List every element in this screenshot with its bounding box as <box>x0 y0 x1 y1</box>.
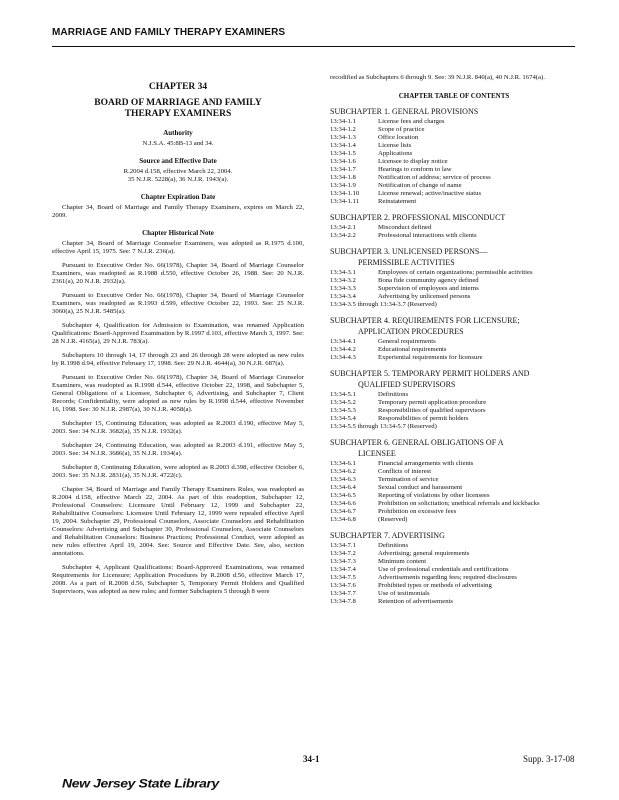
section-title: Employees of certain organizations; permissible activities <box>378 269 533 276</box>
toc-entry <box>330 346 578 354</box>
section-number: 13:34-6.7 <box>330 508 356 515</box>
section-title: Reporting of violations by other licensees <box>378 492 490 499</box>
section-title: Retention of advertisements <box>378 598 454 605</box>
section-title: License lists <box>378 142 412 149</box>
section-number: 13:34-6.1 <box>330 460 356 467</box>
toc-entry <box>330 500 578 508</box>
section-title: Use of testimonials <box>378 590 430 597</box>
section-number: 13:34-1.5 <box>330 150 356 157</box>
toc-entry <box>330 190 578 198</box>
chapter-number: CHAPTER 34 <box>148 82 208 92</box>
right-column <box>330 74 578 606</box>
toc-entry <box>330 476 578 484</box>
section-number: 13:34-3.2 <box>330 277 356 284</box>
toc-entry <box>330 391 578 399</box>
toc-entry <box>330 460 578 468</box>
section-number: 13:34-1.4 <box>330 142 356 149</box>
section-title: Reinstatement <box>378 198 417 205</box>
history-paragraph: Pursuant to Executive Order No. 66(1978), Chapter 34, Board of Marriage Counselor Examiners, was readopted as R.1998 d.544, effective October 22, 1998, and Subchapter 5, General Obligations of a Licensee, Subchapter 6, Advertising, and Subchapter 7, Client Records; Confidentiality, were adopted as new rules by R.1998 d.544, effective November 16, 1998. See: 30 N.J.R. 2987(a), 30 N.J.R. 4058(a). <box>52 374 304 413</box>
section-title: Supervision of employees and interns <box>378 285 479 292</box>
section-title: Advertising by unlicensed persons <box>378 293 471 300</box>
section-number: 13:34-2.1 <box>330 224 356 231</box>
table-of-contents <box>330 107 578 606</box>
page-number: 34-1 <box>303 754 320 764</box>
section-title: Advertisements regarding fees; required disclosures <box>378 574 517 581</box>
source-line2: 35 N.J.R. 5228(a), 36 N.J.R. 1943(a). <box>127 176 229 183</box>
toc-entry <box>330 174 578 182</box>
section-number: 13:34-1.1 <box>330 118 356 125</box>
section-title: (Reserved) <box>378 516 408 523</box>
toc-entry <box>330 166 578 174</box>
section-title: General requirements <box>378 338 436 345</box>
section-title: Termination of service <box>378 476 439 483</box>
section-title: Temporary permit application procedure <box>378 399 487 406</box>
section-title: Professional interactions with clients <box>378 232 477 239</box>
toc-entry <box>330 293 578 301</box>
subchapter-heading-continued: LICENSEE <box>358 449 396 458</box>
section-number: 13:34-4.1 <box>330 338 356 345</box>
board-title-line2: THERAPY EXAMINERS <box>124 109 232 119</box>
section-number: 13:34-7.2 <box>330 550 356 557</box>
section-title: Prohibition on excessive fees <box>378 508 457 515</box>
section-title: Notification of change of name <box>378 182 462 189</box>
section-number: 13:34-3.4 <box>330 293 356 300</box>
section-number: 13:34-5.3 <box>330 407 356 414</box>
section-number: 13:34-3.1 <box>330 269 356 276</box>
toc-entry <box>330 158 578 166</box>
subchapter-heading-continued: QUALIFIED SUPERVISORS <box>358 380 456 389</box>
section-number: 13:34-5.2 <box>330 399 356 406</box>
subchapter-heading: SUBCHAPTER 7. ADVERTISING <box>330 531 445 540</box>
toc-title: CHAPTER TABLE OF CONTENTS <box>398 92 510 100</box>
library-logo: New Jersey State Library <box>62 776 219 790</box>
section-title: Office location <box>378 134 419 141</box>
history-paragraph: Subchapter 4, Applicant Qualifications: Board-Approved Examinations, was renamed Requirements for Licensure; Application Procedures by R.2008 d.56, effective March 17, 2008. As a part of R.2008 d.56, Subchapter 5, Temporary Permit Holders and Qualified Supervisors, was adopted as new rules; and former Subchapters 5 through 8 were <box>52 564 304 595</box>
history-paragraph: Subchapter 24, Continuing Education, was adopted as R.2003 d.191, effective May 5, 2003. See: 34 N.J.R. 3686(a), 35 N.J.R. 1934(a). <box>52 442 304 457</box>
section-title: License fees and charges <box>378 118 445 125</box>
section-title: Notification of address; service of process <box>378 174 491 181</box>
section-number: 13:34-4.3 <box>330 354 356 361</box>
toc-entry <box>330 508 578 516</box>
history-paragraph: Subchapter 8, Continuing Education, were adopted as R.2003 d.398, effective October 6, 2003. See: 35 N.J.R. 2831(a), 35 N.J.R. 4722(c). <box>52 464 304 479</box>
toc-entry <box>330 598 578 606</box>
section-number: 13:34-5.1 <box>330 391 356 398</box>
history-paragraph: Subchapter 15, Continuing Education, was adopted as R.2003 d.190, effective May 5, 2003. See: 34 N.J.R. 3682(a), 35 N.J.R. 1932(a). <box>52 420 304 435</box>
history-paragraph: Pursuant to Executive Order No. 66(1978), Chapter 34, Board of Marriage Counselor Examiners, was readopted as R.1988 d.550, effective October 26, 1988. See: 20 N.J.R. 2361(a), 20 N.J.R. 2932(a). <box>52 262 304 285</box>
section-title: Conflicts of interest <box>378 468 432 475</box>
section-title: Licensee to display notice <box>378 158 448 165</box>
toc-entry <box>330 277 578 285</box>
toc-entry <box>330 566 578 574</box>
subchapter-heading: SUBCHAPTER 4. REQUIREMENTS FOR LICENSURE; <box>330 316 520 325</box>
section-title: Scope of practice <box>378 126 425 133</box>
section-number: 13:34-5.4 <box>330 415 356 422</box>
section-number: 13:34-6.2 <box>330 468 356 475</box>
toc-entry <box>330 407 578 415</box>
subchapter-heading: SUBCHAPTER 1. GENERAL PROVISIONS <box>330 107 479 116</box>
section-number: 13:34-1.7 <box>330 166 356 173</box>
history-paragraph: Chapter 34, Board of Marriage and Family Therapy Examiners Rules, was readopted as R.2004 d.158, effective March 22, 2004. As part of this readoption, Subchapter 12, Professional Counselors: Licensure Until February 12, 1999 and Subchapter 22, Rehabilitative Counselors: Licensure Until February 12, 1999 were repealed effective April 19, 2004. Subchapter 29, Professional Counselors, Associate Counselors and Rehabilitation Counselors: Advertising and Subchapter 30, Professional Counselors, Associate Counselors and Rehabilitation Counselors: Business Practices; Professional Conduct, were adopted as new rules effective April 19, 2004. See: Source and Effective Date. See, also, section annotations. <box>52 486 304 557</box>
section-title: License renewal; active/inactive status <box>378 190 482 197</box>
section-number: 13:34-7.7 <box>330 590 356 597</box>
source-line1: R.2004 d.158, effective March 22, 2004. <box>123 168 233 175</box>
toc-entry <box>330 354 578 362</box>
section-number: 13:34-1.6 <box>330 158 356 165</box>
section-title: Bona fide community agency defined <box>378 277 479 284</box>
toc-entry <box>330 415 578 423</box>
history-continuation: recodified as Subchapters 6 through 9. See: 39 N.J.R. 840(a), 40 N.J.R. 1674(a). <box>330 74 545 81</box>
section-title: Minimum content <box>378 558 427 565</box>
toc-entry <box>330 574 578 582</box>
authority-heading: Authority <box>163 129 193 137</box>
toc-entry <box>330 399 578 407</box>
section-number: 13:34-2.2 <box>330 232 356 239</box>
section-title: Sexual conduct and harassment <box>378 484 463 491</box>
section-number: 13:34-7.3 <box>330 558 356 565</box>
toc-entry <box>330 468 578 476</box>
expiration-heading: Chapter Expiration Date <box>140 193 216 201</box>
section-title: Responsibilities of qualified supervisors <box>378 407 486 414</box>
section-number: 13:34-6.6 <box>330 500 356 507</box>
toc-entry <box>330 582 578 590</box>
section-title: Hearings to conform to law <box>378 166 452 173</box>
subchapter-heading-continued: PERMISSIBLE ACTIVITIES <box>358 258 455 267</box>
section-title: Prohibition on solicitation; unethical referrals and kickbacks <box>378 500 540 507</box>
section-number: 13:34-7.6 <box>330 582 356 589</box>
section-number: 13:34-7.4 <box>330 566 356 573</box>
toc-entry <box>330 516 578 524</box>
section-title: Applications <box>378 150 413 157</box>
section-title: Responsibilities of permit holders <box>378 415 469 422</box>
section-number: 13:34-1.9 <box>330 182 356 189</box>
section-number: 13:34-7.1 <box>330 542 356 549</box>
section-title: Educational requirements <box>378 346 447 353</box>
section-number: 13:34-3.3 <box>330 285 356 292</box>
header-rule <box>52 46 575 47</box>
section-title: Definitions <box>378 391 409 398</box>
toc-entry <box>330 232 578 240</box>
toc-entry <box>330 590 578 598</box>
section-title: Advertising; general requirements <box>378 550 470 557</box>
section-number: 13:34-6.3 <box>330 476 356 483</box>
history-paragraph: Chapter 34, Board of Marriage Counselor Examiners, was adopted as R.1975 d.100, effective April 15, 1975. See: 7 N.J.R. 236(a). <box>52 240 304 255</box>
history-paragraph: Pursuant to Executive Order No. 66(1978), Chapter 34, Board of Marriage Counselor Examiners, was readopted as R.1993 d.599, effective October 22, 1993. See: 25 N.J.R. 3060(a), 25 N.J.R. 5485(a). <box>52 292 304 315</box>
section-number: 13:34-1.8 <box>330 174 356 181</box>
subchapter-heading: SUBCHAPTER 5. TEMPORARY PERMIT HOLDERS AND <box>330 369 530 378</box>
section-title: Prohibited types or methods of advertising <box>378 582 492 589</box>
section-number: 13:34-6.5 <box>330 492 356 499</box>
toc-entry <box>330 134 578 142</box>
supplement-date: Supp. 3-17-08 <box>523 754 575 764</box>
toc-entry <box>330 542 578 550</box>
section-number: 13:34-7.5 <box>330 574 356 581</box>
toc-entry <box>330 492 578 500</box>
expiration-text: Chapter 34, Board of Marriage and Family Therapy Examiners, expires on March 22, 2009. <box>52 204 304 219</box>
toc-entry <box>330 126 578 134</box>
section-number: 13:34-6.8 <box>330 516 356 523</box>
reserved-range: 13:34-5.5 through 13:34-5.7 (Reserved) <box>330 423 437 430</box>
section-number: 13:34-7.8 <box>330 598 356 605</box>
section-title: Definitions <box>378 542 409 549</box>
board-title-line1: BOARD OF MARRIAGE AND FAMILY <box>94 98 262 108</box>
section-number: 13:34-1.3 <box>330 134 356 141</box>
running-header: MARRIAGE AND FAMILY THERAPY EXAMINERS <box>52 27 286 38</box>
toc-entry <box>330 224 578 232</box>
section-number: 13:34-1.2 <box>330 126 356 133</box>
section-number: 13:34-1.11 <box>330 198 359 205</box>
toc-entry <box>330 285 578 293</box>
section-number: 13:34-6.4 <box>330 484 356 491</box>
section-title: Misconduct defined <box>378 224 432 231</box>
left-column <box>52 78 304 602</box>
toc-entry <box>330 118 578 126</box>
authority-text: N.J.S.A. 45:8B-13 and 34. <box>142 140 214 147</box>
section-title: Financial arrangements with clients <box>378 460 474 467</box>
history-paragraph: Subchapter 4, Qualification for Admission to Examination, was renamed Application Qualifications: Board-Approved Examination by R.1997 d.103, effective March 3, 1997. See: 28 N.J.R. 4165(a), 29 N.J.R. 783(a). <box>52 322 304 345</box>
history-notes <box>52 240 304 596</box>
subchapter-heading: SUBCHAPTER 3. UNLICENSED PERSONS— <box>330 247 488 256</box>
subchapter-heading: SUBCHAPTER 2. PROFESSIONAL MISCONDUCT <box>330 213 506 222</box>
section-title: Experiential requirements for licensure <box>378 354 483 361</box>
history-paragraph: Subchapters 10 through 14, 17 through 23 and 26 through 28 were adopted as new rules by R.1998 d.94, effective February 17, 1998. See: 29 N.J.R. 4644(a), 30 N.J.R. 687(a). <box>52 352 304 367</box>
reserved-range: 13:34-3.5 through 13:34-3.7 (Reserved) <box>330 301 437 308</box>
source-heading: Source and Effective Date <box>139 157 217 165</box>
subchapter-heading: SUBCHAPTER 6. GENERAL OBLIGATIONS OF A <box>330 438 504 447</box>
toc-entry <box>330 150 578 158</box>
subchapter-heading-continued: APPLICATION PROCEDURES <box>358 327 464 336</box>
toc-entry <box>330 338 578 346</box>
toc-entry <box>330 484 578 492</box>
toc-entry <box>330 550 578 558</box>
toc-entry <box>330 142 578 150</box>
toc-entry <box>330 198 578 206</box>
history-heading: Chapter Historical Note <box>142 229 214 237</box>
section-number: 13:34-1.10 <box>330 190 360 197</box>
section-title: Use of professional credentials and certifications <box>378 566 509 573</box>
toc-entry <box>330 269 578 277</box>
toc-entry <box>330 182 578 190</box>
section-number: 13:34-4.2 <box>330 346 356 353</box>
toc-entry <box>330 558 578 566</box>
